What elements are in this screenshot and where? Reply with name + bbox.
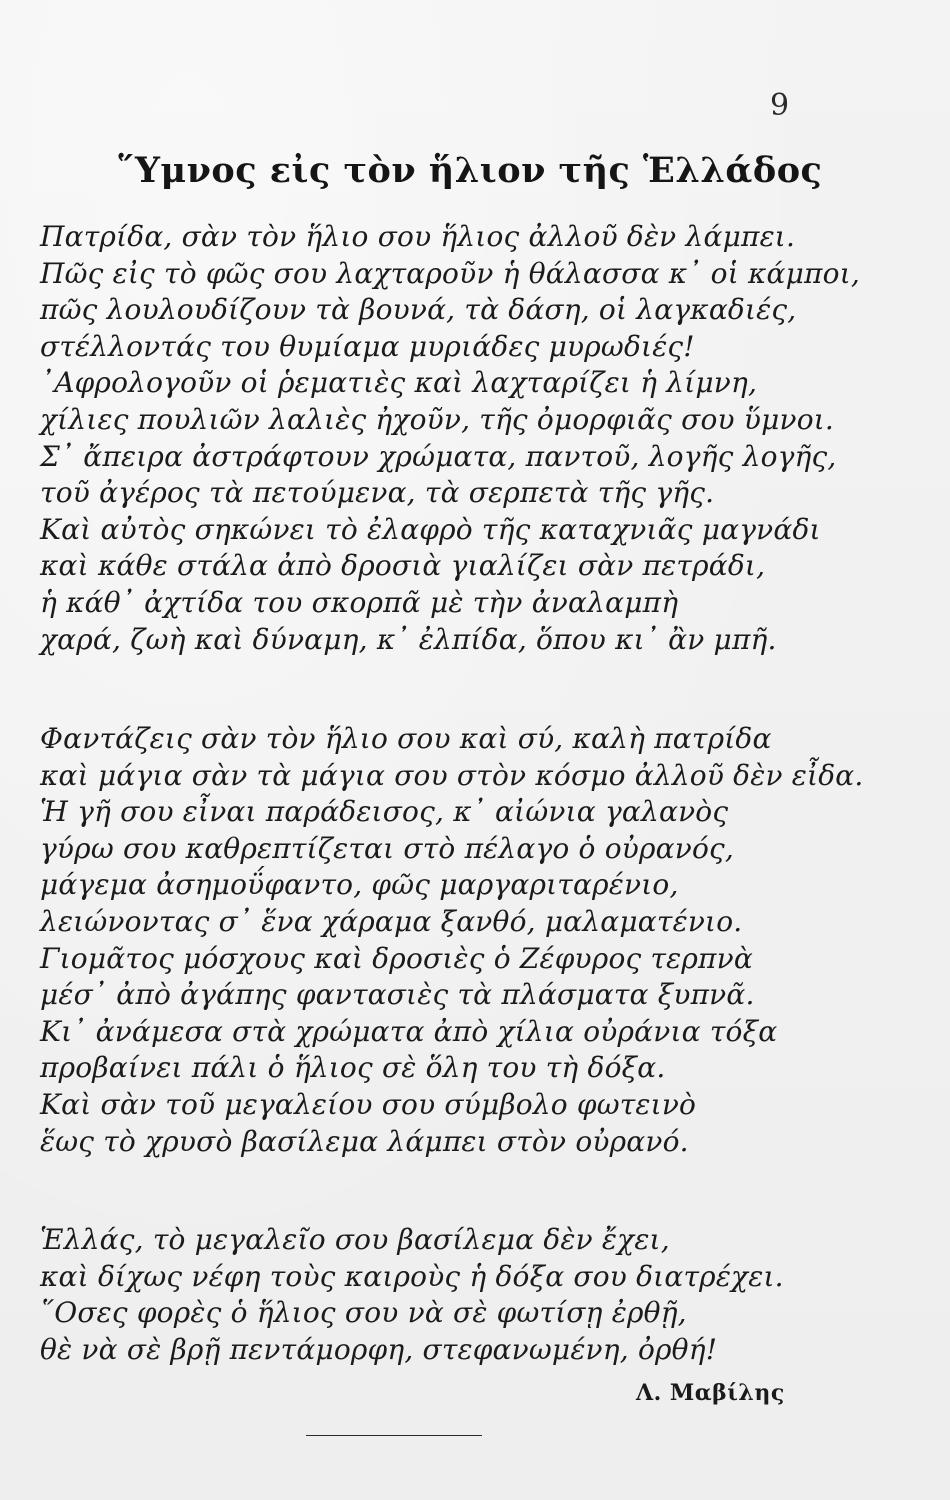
poem-line: Ἑλλάς, τὸ μεγαλεῖο σου βασίλεμα δὲν ἔχει, (40, 1223, 670, 1256)
stanza-1 (40, 219, 940, 658)
poem-line: πῶς λουλουδίζουν τὰ βουνά, τὰ δάση, οἱ λαγκαδιές, (40, 293, 797, 327)
poem-line: καὶ κάθε στάλα ἀπὸ δροσιὰ γιαλίζει σὰν πετράδι, (40, 549, 766, 583)
poem-line: Σ᾽ ἄπειρα ἀστράφτουν χρώματα, παντοῦ, λογῆς λογῆς, (40, 439, 837, 473)
poem-line: χαρά, ζωὴ καὶ δύναμη, κ᾽ ἐλπίδα, ὅπου κι᾽ ἂν μπῆ. (40, 622, 777, 656)
poem-title: ῞Υμνος εἰς τὸν ἥλιον τῆς Ἑλλάδος (117, 150, 823, 191)
poem-line: καὶ δίχως νέφη τοὺς καιροὺς ἡ δόξα σου διατρέχει. (40, 1259, 784, 1293)
poem-line: μάγεμα ἀσημοΰφαντο, φῶς μαργαριταρένιο, (40, 868, 679, 902)
page-number: 9 (770, 88, 790, 123)
stanza-2 (40, 721, 940, 1160)
poem-line: προβαίνει πάλι ὁ ἥλιος σὲ ὅλη του τὴ δόξα. (40, 1051, 666, 1085)
poem-line: θὲ νὰ σὲ βρῇ πεντάμορφη, στεφανωμένη, ὀρθή! (40, 1332, 718, 1366)
poem-line: γύρω σου καθρεπτίζεται στὸ πέλαγο ὁ οὐρανός, (40, 831, 735, 865)
poem-line: Καὶ σὰν τοῦ μεγαλείου σου σύμβολο φωτεινὸ (40, 1087, 697, 1121)
poem-line: καὶ μάγια σὰν τὰ μάγια σου στὸν κόσμο ἀλλοῦ δὲν εἶδα. (40, 758, 864, 792)
poem-line: ᾽Αφρολογοῦν οἱ ῥεματιὲς καὶ λαχταρίζει ἡ λίμνη, (40, 366, 758, 400)
poem-line: ῞Οσες φορὲς ὁ ἥλιος σου νὰ σὲ φωτίσῃ ἐρθῇ, (40, 1296, 687, 1330)
poem-line: στέλλοντάς του θυμίαμα μυριάδες μυρωδιές! (40, 329, 695, 363)
poem-line: ἕως τὸ χρυσὸ βασίλεμα λάμπει στὸν οὐρανό. (40, 1124, 689, 1158)
poem-line: Κι᾽ ἀνάμεσα στὰ χρώματα ἀπὸ χίλια οὐράνια τόξα (40, 1014, 778, 1048)
stanza-3 (40, 1222, 940, 1368)
poem-line: Πατρίδα, σὰν τὸν ἥλιο σου ἥλιος ἀλλοῦ δὲν λάμπει. (40, 220, 796, 253)
poem-line: λειώνοντας σ᾽ ἕνα χάραμα ξανθό, μαλαματένιο. (40, 904, 743, 938)
end-rule-divider (306, 1435, 482, 1436)
poem-line: χίλιες πουλιῶν λαλιὲς ἠχοῦν, τῆς ὀμορφιᾶς σου ὕμνοι. (40, 402, 835, 436)
poem-line: τοῦ ἀγέρος τὰ πετούμενα, τὰ σερπετὰ τῆς γῆς. (40, 476, 715, 510)
author-signature: Λ. Μαβίλης (636, 1380, 785, 1406)
poem-line: μέσ᾽ ἀπὸ ἀγάπης φαντασιὲς τὰ πλάσματα ξυπνᾶ. (40, 978, 755, 1012)
poem-line: Ἡ γῆ σου εἶναι παράδεισος, κ᾽ αἰώνια γαλανὸς (40, 795, 729, 829)
poem-line: Φαντάζεις σὰν τὸν ἥλιο σου καὶ σύ, καλὴ πατρίδα (40, 722, 772, 755)
poem-line: Πῶς εἰς τὸ φῶς σου λαχταροῦν ἡ θάλασσα κ᾽ οἱ κάμποι, (40, 256, 860, 290)
poem-line: Γιομᾶτος μόσχους καὶ δροσιὲς ὁ Ζέφυρος τερπνὰ (40, 941, 753, 975)
poem-line: Καὶ αὐτὸς σηκώνει τὸ ἐλαφρὸ τῆς καταχνιᾶς μαγνάδι (40, 512, 821, 546)
poem-line: ἡ κάθ᾽ ἀχτίδα του σκορπᾶ μὲ τὴν ἀναλαμπὴ (40, 585, 679, 619)
